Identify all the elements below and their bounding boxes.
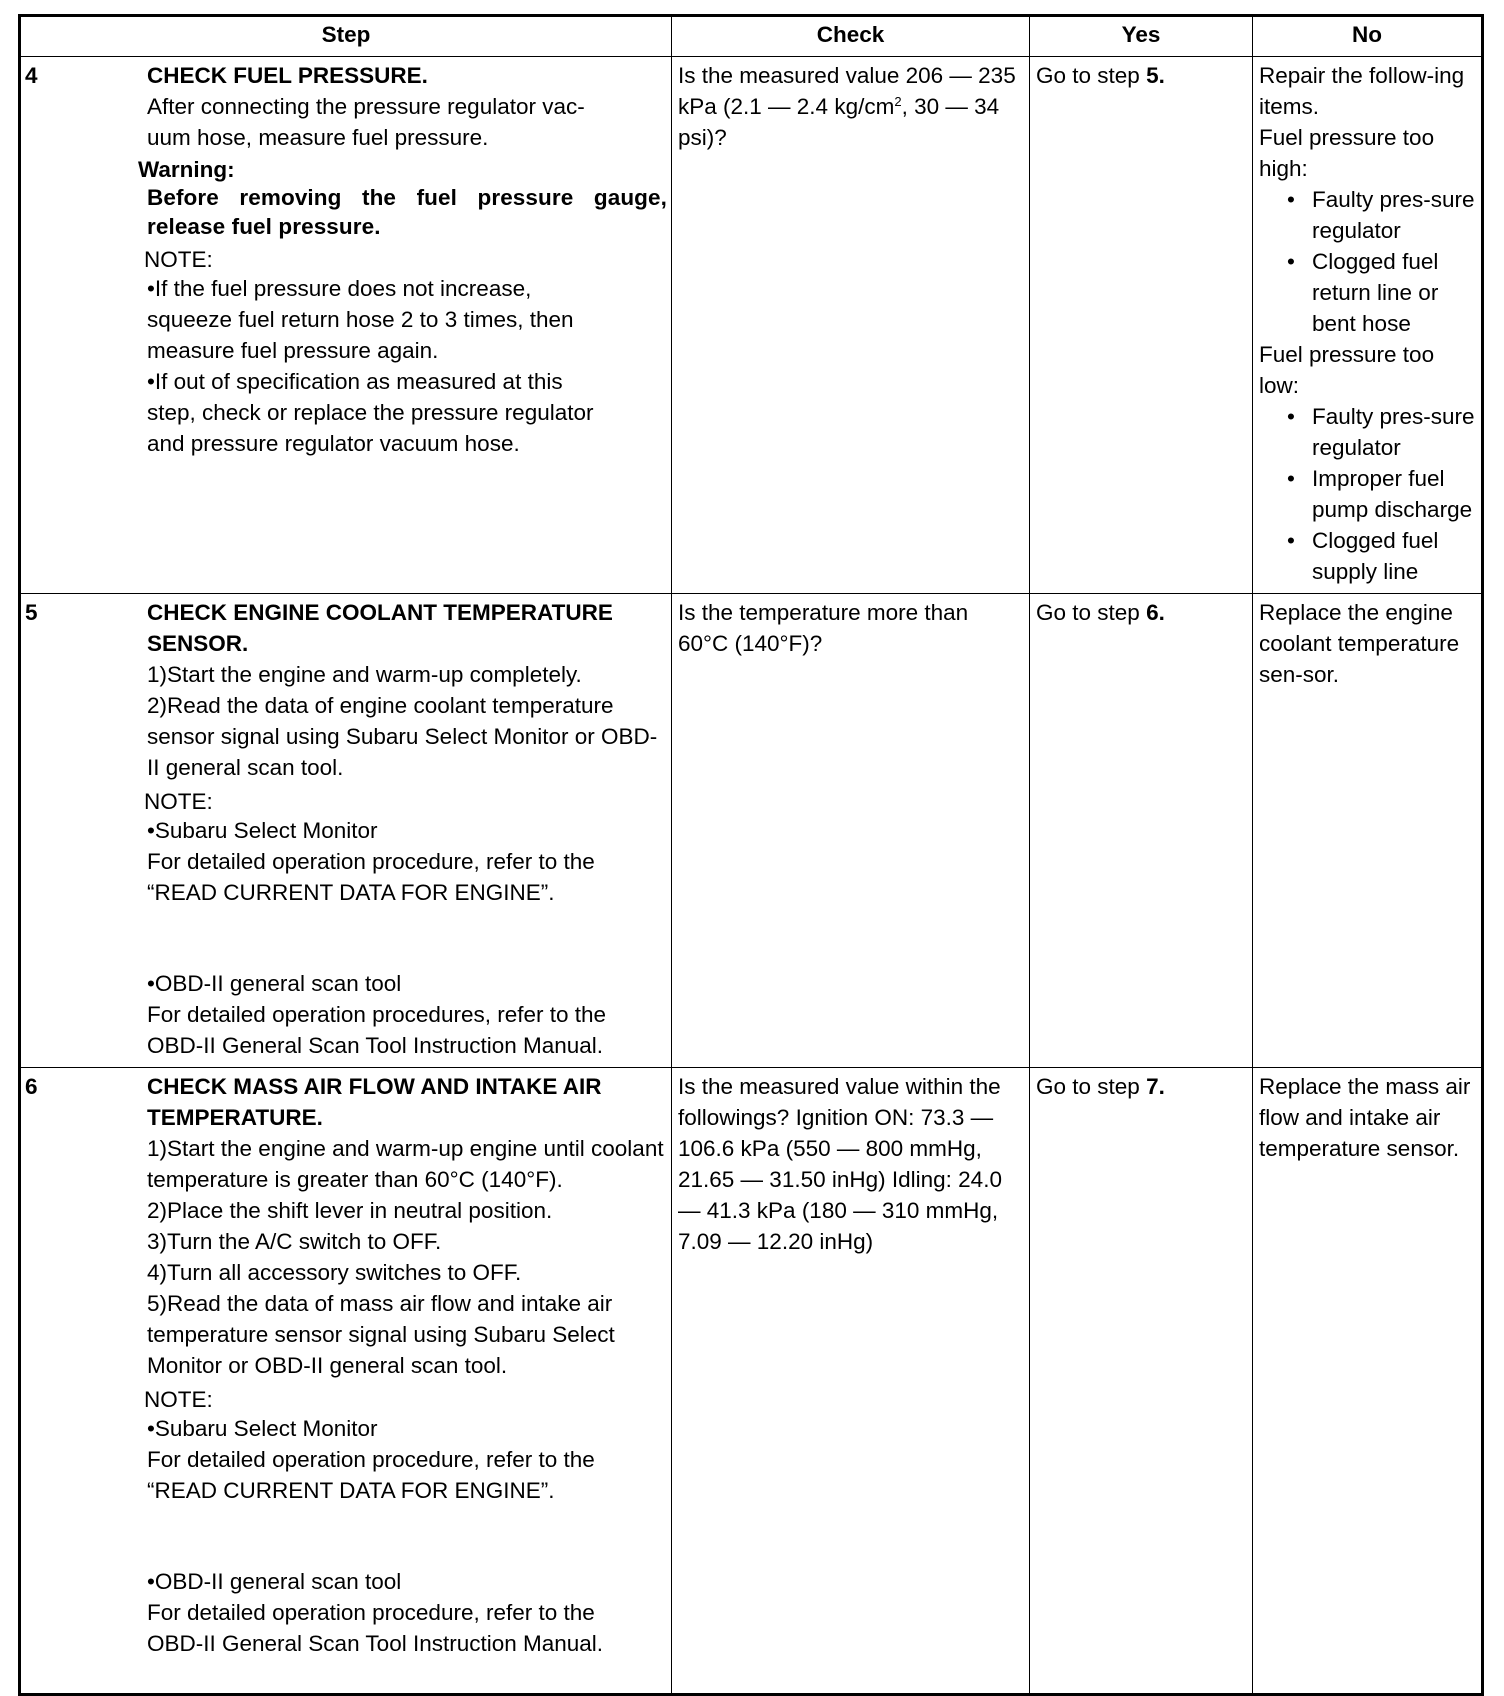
yes-step-number: 7.: [1146, 1074, 1165, 1099]
step-instruction: 1)Start the engine and warm-up completely.: [147, 662, 582, 687]
check-cell: [672, 57, 1030, 594]
bullet-icon: •: [1287, 249, 1295, 274]
note-line: For detailed operation procedure, refer to the: [147, 849, 595, 874]
step-instruction: 1)Start the engine and warm-up engine until coolant temperature is greater than 60°C (140°F).: [147, 1136, 664, 1192]
yes-prefix: Go to step: [1036, 600, 1147, 625]
warning-label: Warning:: [138, 157, 235, 182]
no-list-item: • Faulty pres-sure regulator: [1259, 401, 1478, 463]
troubleshooting-table: [18, 14, 1484, 1696]
no-list-item: • Improper fuel pump discharge: [1259, 463, 1478, 525]
note-label: NOTE:: [144, 789, 213, 814]
no-cell: Replace the engine coolant temperature sen-sor.: [1253, 594, 1483, 1068]
note-label: NOTE:: [144, 1387, 213, 1412]
note-line: step, check or replace the pressure regulator: [147, 400, 594, 425]
step-instruction: 4)Turn all accessory switches to OFF.: [147, 1260, 522, 1285]
no-intro: Repair the follow-ing items.: [1259, 63, 1465, 119]
check-text-a: Is the measured value 206 — 235 kPa (2.1 — 2.4 kg/cm: [678, 63, 1016, 119]
note-line: •If out of specification as measured at this: [147, 369, 563, 394]
note-line: •Subaru Select Monitor: [147, 818, 378, 843]
note-line: OBD-II General Scan Tool Instruction Manual.: [147, 1033, 604, 1058]
table-row: [20, 594, 1483, 1068]
bullet-icon: •: [1287, 528, 1295, 553]
note-line: •If the fuel pressure does not increase,: [147, 276, 532, 301]
note-line: “READ CURRENT DATA FOR ENGINE”.: [147, 880, 555, 905]
header-step: Step: [20, 16, 672, 57]
yes-prefix: Go to step: [1036, 63, 1147, 88]
note-line: For detailed operation procedures, refer to the: [147, 1002, 607, 1027]
no-cell: [1253, 57, 1483, 594]
check-cell: Is the temperature more than 60°C (140°F)?: [672, 594, 1030, 1068]
step-instruction: 2)Read the data of engine coolant temperature sensor signal using Subaru Select Monitor or OBD-II general scan tool.: [147, 693, 658, 780]
bullet-icon: •: [1287, 187, 1295, 212]
step-instruction: After connecting the pressure regulator vac-: [147, 94, 585, 119]
note-line: •Subaru Select Monitor: [147, 1416, 378, 1441]
check-text-b: , 30 — 34 psi)?: [678, 94, 1000, 150]
no-list-item: • Clogged fuel supply line: [1259, 525, 1478, 587]
step-heading: CHECK FUEL PRESSURE.: [147, 63, 428, 88]
no-group-label: Fuel pressure too low:: [1259, 342, 1435, 398]
note-line: For detailed operation procedure, refer to the: [147, 1447, 595, 1472]
spacer: [147, 908, 667, 968]
note-line: •OBD-II general scan tool: [147, 971, 402, 996]
step-instruction: 2)Place the shift lever in neutral position.: [147, 1198, 553, 1223]
step-number: 4: [25, 63, 38, 88]
step-cell: [20, 594, 672, 1068]
step-cell: [20, 1068, 672, 1695]
note-line: •OBD-II general scan tool: [147, 1569, 402, 1594]
header-yes: Yes: [1030, 16, 1253, 57]
warning-text: Before removing the fuel pressure gauge, release fuel pressure.: [147, 185, 667, 239]
bullet-icon: •: [1287, 404, 1295, 429]
yes-prefix: Go to step: [1036, 1074, 1147, 1099]
step-instruction: 5)Read the data of mass air flow and intake air temperature sensor signal using Subaru Select Monitor or OBD-II general scan tool.: [147, 1291, 615, 1378]
note-line: OBD-II General Scan Tool Instruction Manual.: [147, 1631, 604, 1656]
check-cell: Is the measured value within the followings? Ignition ON: 73.3 — 106.6 kPa (550 — 800 mmHg, 21.65 — 31.50 inHg) Idling: 24.0 — 41.3 kPa (180 — 310 mmHg, 7.09 — 12.20 inHg): [672, 1068, 1030, 1695]
step-instruction: uum hose, measure fuel pressure.: [147, 125, 489, 150]
step-number: 5: [25, 600, 38, 625]
procedure-page: [18, 14, 1481, 1696]
yes-cell: [1030, 57, 1253, 594]
note-line: “READ CURRENT DATA FOR ENGINE”.: [147, 1478, 555, 1503]
step-cell: [20, 57, 672, 594]
note-line: and pressure regulator vacuum hose.: [147, 431, 520, 456]
yes-step-number: 6.: [1146, 600, 1165, 625]
header-no: No: [1253, 16, 1483, 57]
note-line: measure fuel pressure again.: [147, 338, 439, 363]
step-number: 6: [25, 1074, 38, 1099]
no-list-item: • Clogged fuel return line or bent hose: [1259, 246, 1478, 339]
note-line: For detailed operation procedure, refer to the: [147, 1600, 595, 1625]
step-instruction: 3)Turn the A/C switch to OFF.: [147, 1229, 442, 1254]
yes-step-number: 5.: [1146, 63, 1165, 88]
step-heading: CHECK MASS AIR FLOW AND INTAKE AIR TEMPERATURE.: [147, 1074, 602, 1130]
no-cell: Replace the mass air flow and intake air temperature sensor.: [1253, 1068, 1483, 1695]
bullet-icon: •: [1287, 466, 1295, 491]
note-label: NOTE:: [144, 247, 213, 272]
header-check: Check: [672, 16, 1030, 57]
superscript: 2: [894, 94, 902, 109]
table-row: [20, 1068, 1483, 1695]
no-group-label: Fuel pressure too high:: [1259, 125, 1435, 181]
yes-cell: [1030, 594, 1253, 1068]
yes-cell: [1030, 1068, 1253, 1695]
no-list-item: • Faulty pres-sure regulator: [1259, 184, 1478, 246]
spacer: [147, 1506, 667, 1566]
table-header-row: [20, 16, 1483, 57]
step-heading: CHECK ENGINE COOLANT TEMPERATURE SENSOR.: [147, 600, 613, 656]
note-line: squeeze fuel return hose 2 to 3 times, then: [147, 307, 574, 332]
table-row: [20, 57, 1483, 594]
